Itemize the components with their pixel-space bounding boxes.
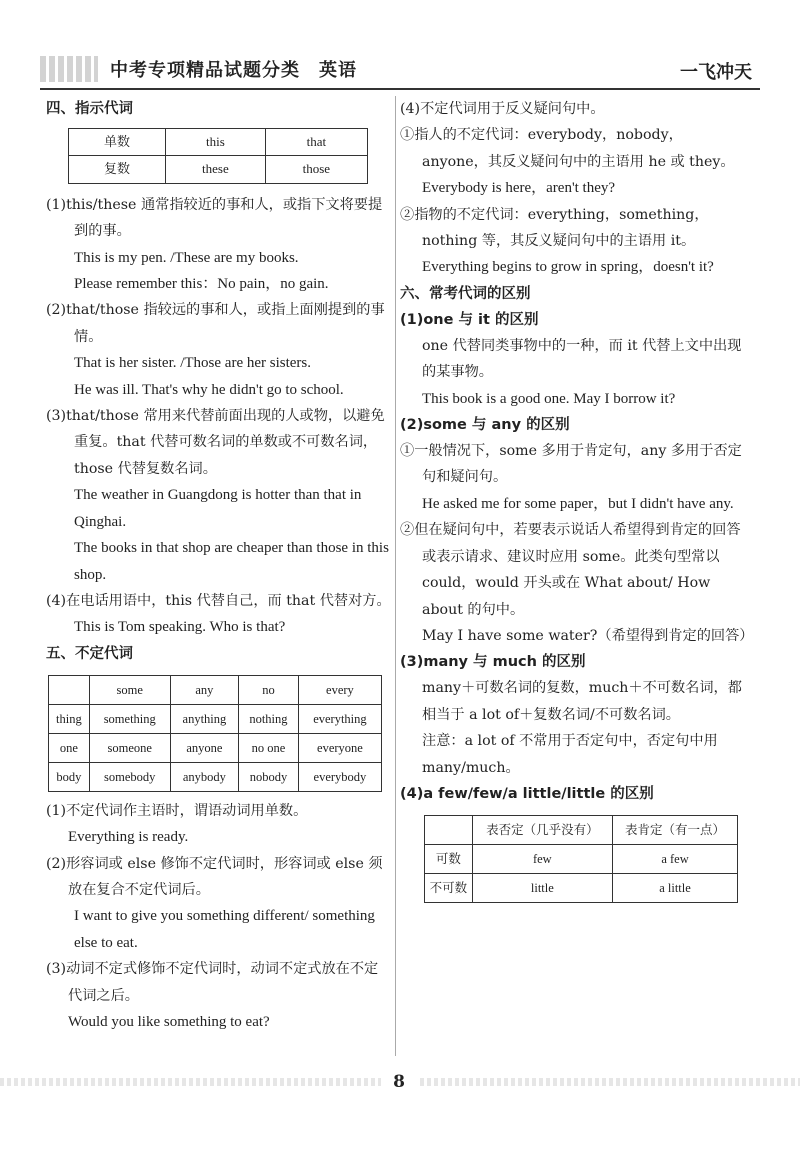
subsection-1-title: (1)one 与 it 的区别 [400, 311, 539, 328]
example: I want to give you something different/ something else to eat. [74, 908, 375, 951]
table-cell: anyone [170, 733, 238, 762]
table-cell: 单数 [69, 129, 166, 156]
indefinite-pronoun-table [48, 675, 382, 792]
column-divider [395, 96, 396, 1056]
example: The books in that shop are cheaper than those in this shop. [74, 540, 389, 583]
explanation: many＋可数名词的复数，much＋不可数名词，都相当于 a lot of＋复数名词/不可数名词。 [422, 680, 742, 723]
table-cell: this [166, 129, 266, 156]
table-cell: body [49, 762, 90, 791]
header-decoration [40, 56, 98, 82]
table-row [69, 129, 368, 156]
table-cell: somebody [89, 762, 170, 791]
table-cell: everything [298, 704, 381, 733]
example: Please remember this：No pain，no gain. [74, 276, 329, 293]
case-1: ①一般情况下，some 多用于肯定句，any 多用于否定句和疑问句。 [400, 443, 742, 486]
table-row [425, 873, 738, 902]
table-cell: few [472, 844, 612, 873]
header-rule [40, 88, 760, 90]
example: May I have some water?（希望得到肯定的回答） [422, 627, 754, 644]
page-number: 8 [381, 1068, 417, 1096]
table-row [49, 762, 382, 791]
example: Everything is ready. [68, 829, 189, 846]
example: Everything begins to grow in spring，doesn't it? [422, 259, 714, 276]
table-cell: anything [170, 704, 238, 733]
example: That is her sister. /Those are her sisters. [74, 355, 312, 372]
table-row [69, 156, 368, 183]
table-cell: 复数 [69, 156, 166, 183]
table-row [425, 844, 738, 873]
table-cell: one [49, 733, 90, 762]
case-2: ②指物的不定代词：everything，something，nothing 等，其反义疑问句中的主语用 it。 [400, 206, 709, 250]
subsection-4-title: (4)a few/few/a little/little 的区别 [400, 785, 654, 802]
table-cell: that [265, 129, 367, 156]
table-cell: something [89, 704, 170, 733]
left-column [46, 96, 392, 1035]
table-cell: anybody [170, 762, 238, 791]
table-cell: little [472, 873, 612, 902]
rule-1: (1)不定代词作主语时，谓语动词用单数。 [46, 802, 308, 819]
table-cell: those [265, 156, 367, 183]
table-cell: nobody [239, 762, 299, 791]
section-4-title: 四、指示代词 [46, 101, 133, 117]
rule-3: (3)that/those 常用来代替前面出现的人或物，以避免重复。that 代替可数名词的单数或不可数名词，those 代替复数名词。 [46, 408, 385, 477]
example: This is Tom speaking. Who is that? [74, 619, 286, 636]
table-cell: 表否定（几乎没有） [472, 815, 612, 844]
table-cell: some [89, 675, 170, 704]
table-cell: a little [613, 873, 738, 902]
page-footer [0, 1068, 800, 1098]
table-cell [425, 815, 473, 844]
rule-4: (4)在电话用语中，this 代替自己，而 that 代替对方。 [46, 592, 391, 609]
table-cell: 可数 [425, 844, 473, 873]
example: The weather in Guangdong is hotter than that in Qinghai. [74, 487, 362, 530]
section-6-title: 六、常考代词的区别 [400, 285, 531, 302]
rule-4: (4)不定代词用于反义疑问句中。 [400, 101, 605, 117]
book-title: 中考专项精品试题分类 英语 [110, 60, 357, 81]
section-5-title: 五、不定代词 [46, 645, 133, 662]
table-cell: these [166, 156, 266, 183]
table-cell: every [298, 675, 381, 704]
table-row [49, 704, 382, 733]
table-cell: everybody [298, 762, 381, 791]
table-cell: a few [613, 844, 738, 873]
table-row [49, 733, 382, 762]
table-cell: nothing [239, 704, 299, 733]
example: He asked me for some paper，but I didn't have any. [422, 495, 734, 512]
table-cell: 不可数 [425, 873, 473, 902]
page-header [40, 52, 760, 92]
table-row [49, 675, 382, 704]
rule-3: (3)动词不定式修饰不定代词时，动词不定式放在不定代词之后。 [46, 961, 379, 1004]
subsection-3-title: (3)many 与 much 的区别 [400, 654, 586, 671]
demonstrative-table [68, 128, 368, 184]
table-cell: no [239, 675, 299, 704]
right-column [400, 96, 754, 903]
table-cell: no one [239, 733, 299, 762]
table-cell [49, 675, 90, 704]
table-cell: everyone [298, 733, 381, 762]
subsection-2-title: (2)some 与 any 的区别 [400, 417, 570, 434]
explanation: one 代替同类事物中的一种，而 it 代替上文中出现的某事物。 [422, 337, 742, 381]
table-cell: thing [49, 704, 90, 733]
table-row [425, 815, 738, 844]
example: Would you like something to eat? [68, 1013, 270, 1030]
table-cell: any [170, 675, 238, 704]
example: This is my pen. /These are my books. [74, 249, 299, 266]
example: He was ill. That's why he didn't go to school. [74, 381, 344, 398]
few-little-table [424, 815, 738, 903]
case-1: ①指人的不定代词：everybody，nobody，anyone，其反义疑问句中的主语用 he 或 they。 [400, 127, 735, 170]
rule-1: (1)this/these 通常指较近的事和人，或指下文将要提到的事。 [46, 196, 383, 240]
rule-2: (2)形容词或 else 修饰不定代词时，形容词或 else 须放在复合不定代词后。 [46, 855, 383, 898]
rule-2: (2)that/those 指较远的事和人，或指上面刚提到的事情。 [46, 302, 385, 345]
table-cell: someone [89, 733, 170, 762]
note: 注意：a lot of 不常用于否定句中，否定句中用 many/much。 [422, 733, 718, 776]
brand-logo: 一飞冲天 [680, 62, 752, 83]
table-cell: 表肯定（有一点） [613, 815, 738, 844]
example: Everybody is here，aren't they? [422, 180, 616, 197]
case-2: ②但在疑问句中，若要表示说话人希望得到肯定的回答或表示请求、建议时应用 some。此类句型常以 could，would 开头或在 What about/ How about 的句中。 [400, 522, 741, 618]
example: This book is a good one. May I borrow it? [422, 390, 676, 407]
